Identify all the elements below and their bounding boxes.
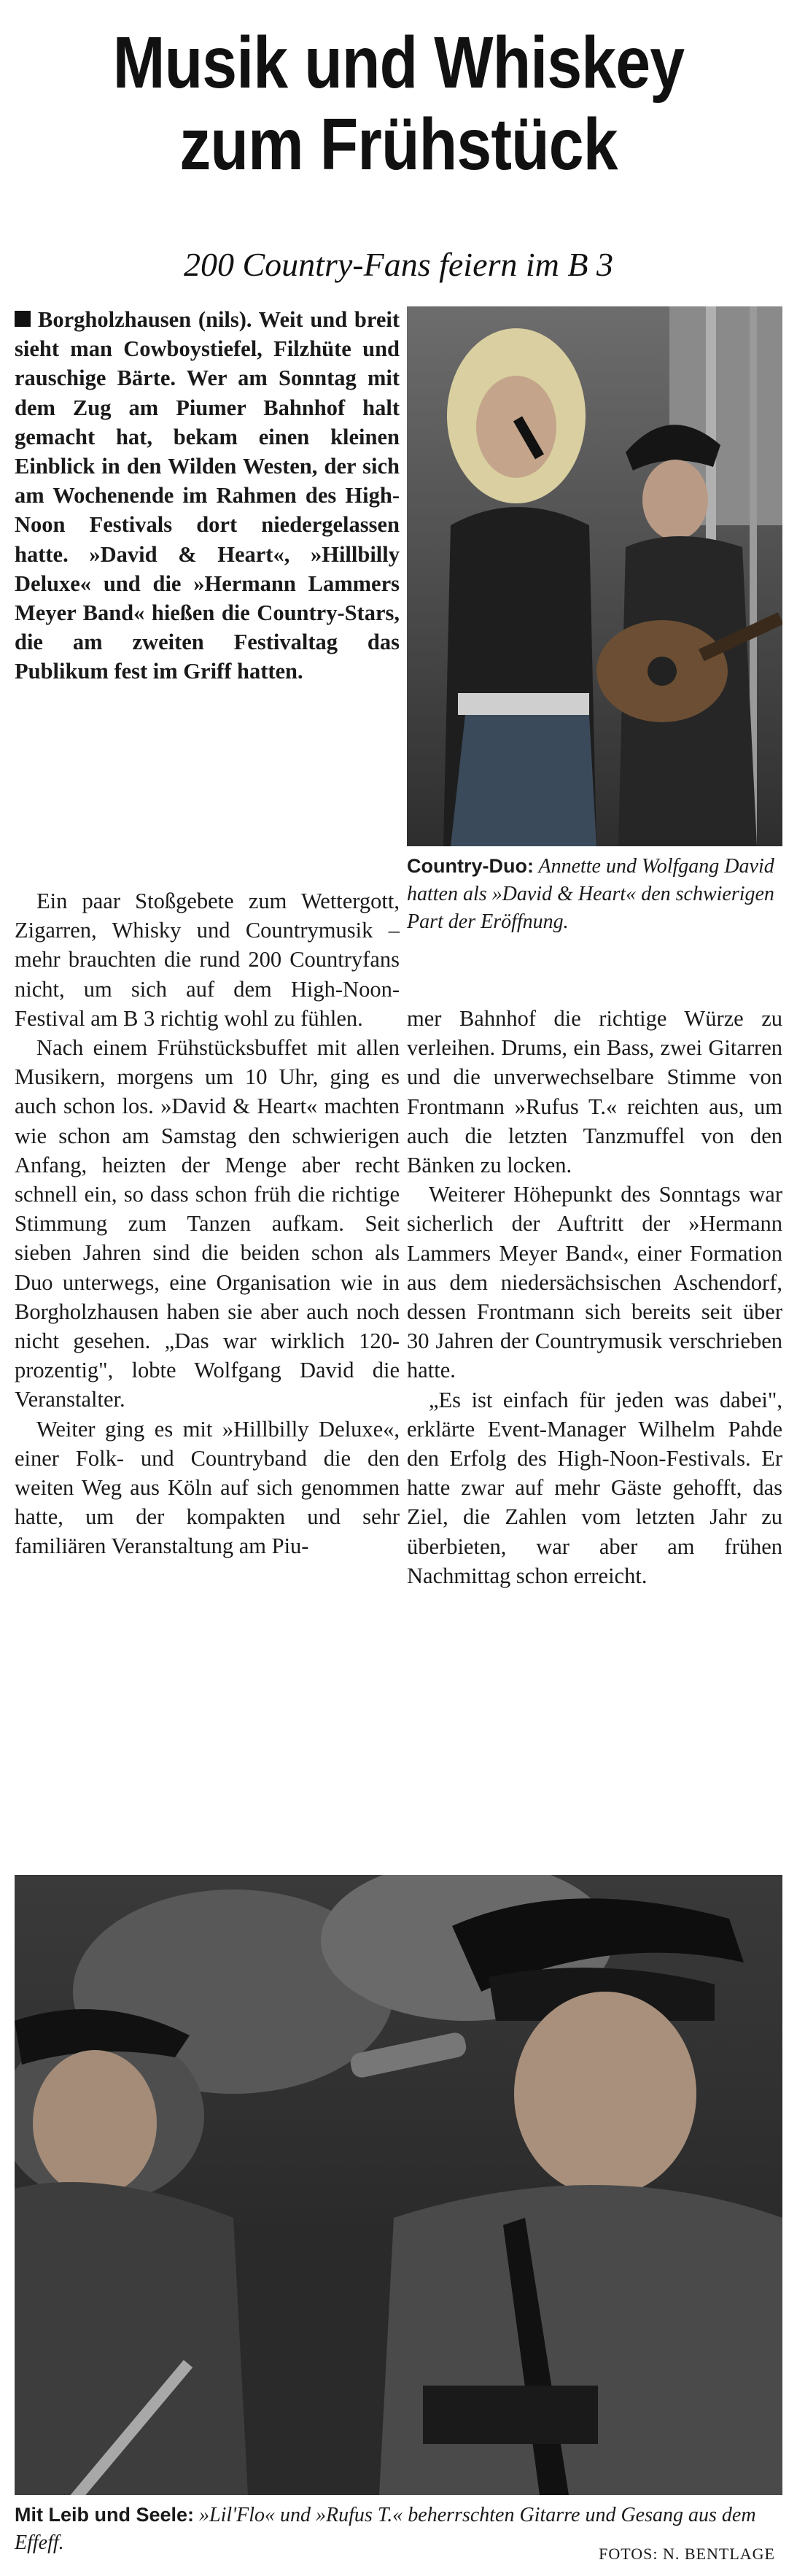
paragraph-1: Ein paar Stoßgebete zum Wettergott, Zigarren, Whisky und Countrymusik – mehr brauchten die rund 200 Countryfans nicht, um sich auf dem High-Noon-Festival am B 3 richtig wohl zu fühlen. [15, 889, 400, 1031]
caption-label: Mit Leib und Seele: [15, 2504, 195, 2526]
lead-column [15, 305, 400, 686]
headline-line-2: zum Frühstück [179, 104, 618, 185]
photo-country-duo [407, 306, 782, 846]
body-column-right [407, 1004, 782, 1590]
photo-country-duo-caption [407, 852, 782, 936]
headline-line-1: Musik und Whiskey [112, 22, 685, 104]
lead-paragraph [15, 305, 400, 686]
body-column-left [15, 886, 400, 1561]
caption-text: »Lil'Flo« und »Rufus T.« beherrschten Gitarre und Gesang aus dem Effeff. [15, 2504, 756, 2554]
caption-label: Country-Duo: [407, 855, 534, 877]
caption-text: Annette und Wolfgang David hatten als »David & Heart« den schwierigen Part der Eröffnung. [407, 855, 774, 933]
paragraph-4: mer Bahnhof die richtige Würze zu verleihen. Drums, ein Bass, zwei Gitarren und die unverwechselbare Stimme von Frontmann »Rufus T.« reichten aus, um auch die letzten Tanzmuffel von den Bänken zu locken. [407, 1006, 782, 1178]
bullet-square-icon [15, 311, 31, 327]
photo-leib-und-seele [15, 1875, 782, 2495]
paragraph-3: Weiter ging es mit »Hillbilly Deluxe«, einer Folk- und Countryband die den weiten Weg aus Köln auf sich genommen hatte, um der kompakten und sehr familiären Veranstaltung am Piu- [15, 1416, 400, 1559]
photo-credit: FOTOS: N. BENTLAGE [599, 2545, 775, 2563]
paragraph-6: „Es ist einfach für jeden was dabei", erklärte Event-Manager Wilhelm Pahde den Erfolg des High-Noon-Festivals. Er hatte zwar auf mehr Gäste gehofft, das Ziel, die Zahlen vom letzten Jahr zu überbieten, war aber am frühen Nachmittag schon erreicht. [407, 1387, 782, 1588]
paragraph-2: Nach einem Frühstücksbuffet mit allen Musikern, morgens um 10 Uhr, ging es auch schon los. »David & Heart« machten wie schon am Samstag den schwierigen Anfang, heizten der Menge aber recht schnell ein, so dass schon früh die richtige Stimmung zum Tanzen aufkam. Seit sieben Jahren sind die beiden schon als Duo unterwegs, eine Organisation wie in Borgholzhausen haben sie aber auch noch nicht gesehen. „Das war wirklich 120-prozentig", lobte Wolfgang David die Veranstalter. [15, 1035, 400, 1412]
paragraph-5: Weiterer Höhepunkt des Sonntags war sicherlich der Auftritt der »Hermann Lammers Meyer Band«, einer Formation aus dem niedersächsischen Aschendorf, dessen Frontmann sich bereits seit über 30 Jahren der Countrymusik verschrieben hatte. [407, 1182, 782, 1383]
lead-text: Borgholzhausen (nils). Weit und breit sieht man Cowboystiefel, Filzhüte und rauschige Bärte. Wer am Sonntag mit dem Zug am Piumer Bahnhof halt gemacht hat, bekam einen kleinen Einblick in den Wilden Westen, der sich am Wochenende im Rahmen des High-Noon Festivals dort niedergelassen hatte. »David & Heart«, »Hillbilly Deluxe« und die »Hermann Lammers Meyer Band« hießen die Country-Stars, die am zweiten Festivaltag das Publikum fest im Griff hatten. [15, 307, 400, 684]
subheadline: 200 Country-Fans feiern im B 3 [184, 246, 613, 283]
headline [69, 22, 729, 185]
